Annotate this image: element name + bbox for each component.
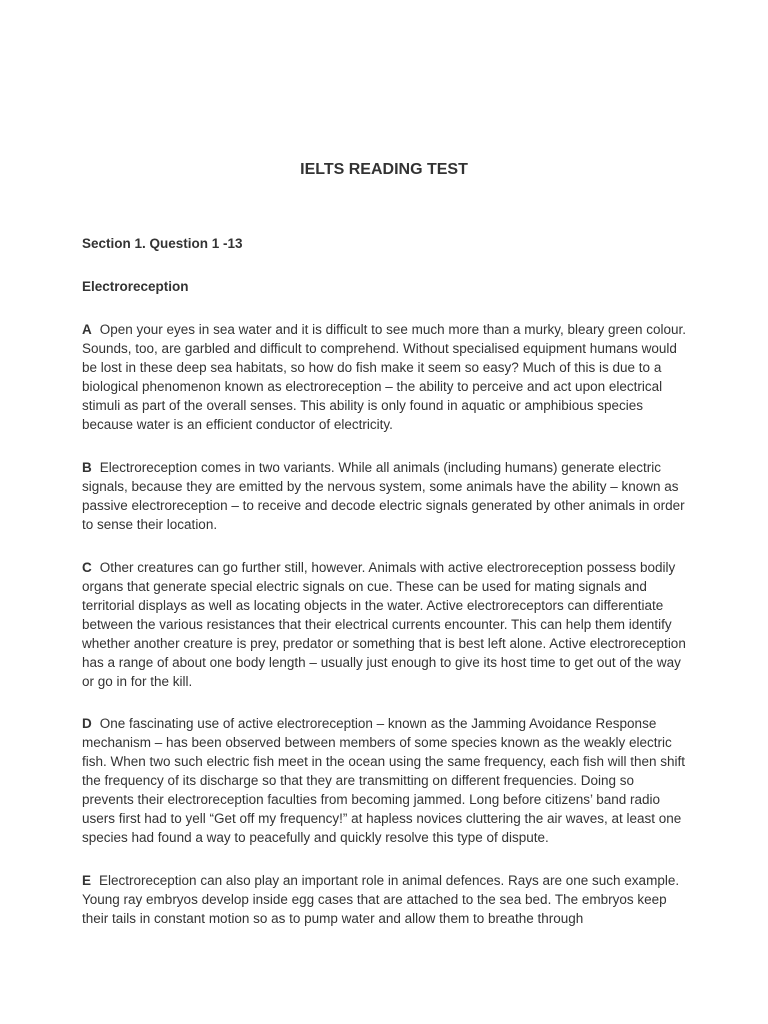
paragraph-letter: E [82,873,92,888]
document-title: IELTS READING TEST [300,161,468,178]
paragraph-d [82,714,688,847]
section-heading: Section 1. Question 1 -13 [82,236,243,251]
paragraph-a [82,320,688,434]
paragraph-c [82,558,688,691]
paragraph-text: Open your eyes in sea water and it is difficult to see much more than a murky, bleary green colour. Sounds, too, are garbled and difficult to comprehend. Without specialised equipment humans would be lost in these deep sea habitats, so how do fish make it seem so easy? Much of this is due to a biological phenomenon known as electroreception – the ability to perceive and act upon electrical stimuli as part of the overall senses. This ability is only found in aquatic or amphibious species because water is an efficient conductor of electricity. [82,322,687,432]
paragraph-letter: A [82,322,92,337]
paragraph-text: Electroreception comes in two variants. While all animals (including humans) generate electric signals, because they are emitted by the nervous system, some animals have the ability – known as passive electroreception – to receive and decode electric signals generated by other animals in order to sense their location. [82,460,685,532]
paragraph-letter: D [82,716,92,731]
paragraph-text: Other creatures can go further still, however. Animals with active electroreception possess bodily organs that generate special electric signals on cue. These can be used for mating signals and territorial displays as well as locating objects in the water. Active electroreceptors can differentiate between the various resistances that their electrical currents encounter. This can help them identify whether another creature is prey, predator or something that is best left alone. Active electroreception has a range of about one body length – usually just enough to give its host time to get out of the way or go in for the kill. [82,560,686,689]
paragraph-text: One fascinating use of active electroreception – known as the Jamming Avoidance Response mechanism – has been observed between members of some species known as the weakly electric fish. When two such electric fish meet in the ocean using the same frequency, each fish will then shift the frequency of its discharge so that they are transmitting on different frequencies. Doing so prevents their electroreception faculties from becoming jammed. Long before citizens’ band radio users first had to yell “Get off my frequency!” at hapless novices cluttering the air waves, at least one species had found a way to peacefully and quickly resolve this type of dispute. [82,716,686,845]
paragraph-text: Electroreception can also play an important role in animal defences. Rays are one such example. Young ray embryos develop inside egg cases that are attached to the sea bed. The embryos keep their tails in constant motion so as to pump water and allow them to breathe through [82,873,680,926]
article-title: Electroreception [82,279,189,294]
paragraph-e [82,871,688,928]
paragraph-letter: B [82,460,92,475]
paragraph-b [82,458,688,534]
paragraph-letter: C [82,560,92,575]
